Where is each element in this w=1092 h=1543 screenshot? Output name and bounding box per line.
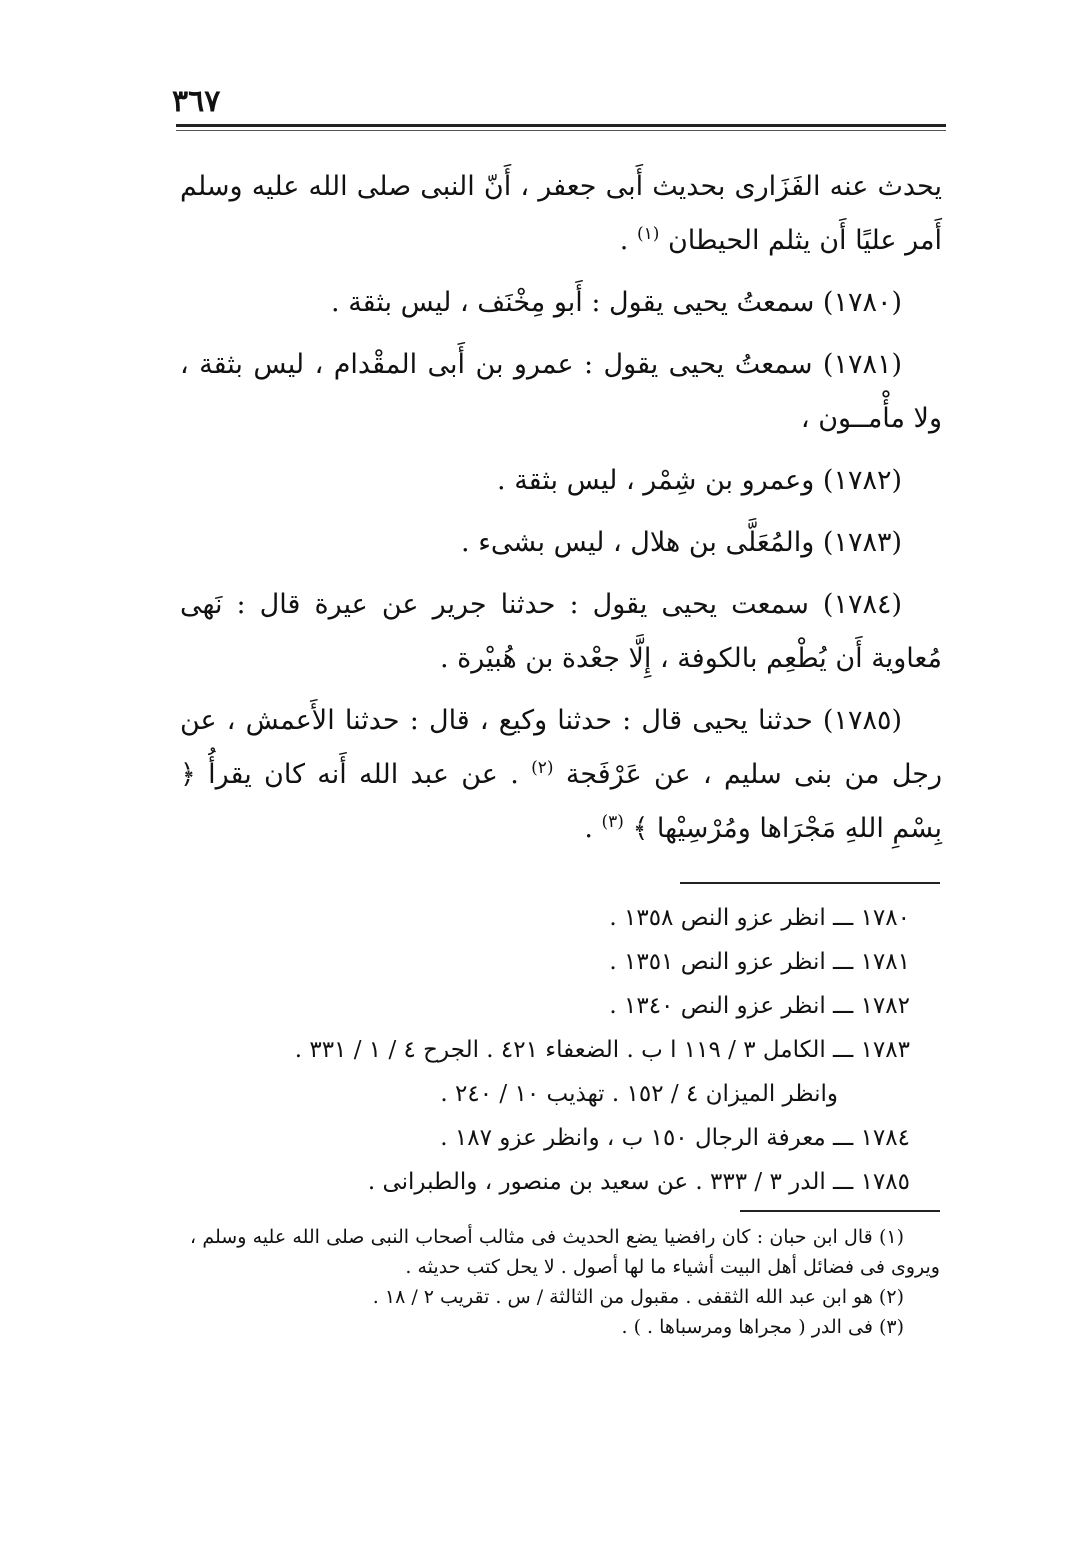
entry-1784: (١٧٨٤) سمعت يحيى يقول : حدثنا جرير عن عيرة قال : نَهى مُعاوية أَن يُطْعِم بالكوفة ، إِلَّا جعْدة بن هُبيْرة . bbox=[180, 589, 942, 674]
reference-1783-continued: وانظر الميزان ٤ / ١٥٢ . تهذيب ١٠ / ٢٤٠ . bbox=[440, 1081, 838, 1107]
entry-1780: (١٧٨٠) سمعتُ يحيى يقول : أَبو مِخْنَف ، ليس بثقة . bbox=[331, 287, 902, 318]
footnote-3: (٣) فى الدر ( مجراها ومرسباها . ) . bbox=[621, 1316, 904, 1338]
footnote-ref-2: (٢) bbox=[531, 758, 554, 778]
footnotes-block bbox=[190, 1222, 940, 1342]
references-rule bbox=[680, 882, 940, 884]
main-text bbox=[180, 160, 942, 864]
footnotes-rule bbox=[740, 1210, 940, 1212]
reference-1785: ١٧٨٥ ـــ الدر ٣ / ٣٣٣ . عن سعيد بن منصور ، والطبرانى . bbox=[367, 1169, 910, 1195]
footnote-ref-3: (٣) bbox=[601, 812, 624, 832]
entry-1783: (١٧٨٣) والمُعَلَّى بن هلال ، ليس بشىء . bbox=[461, 527, 902, 558]
footnote-ref-1: (١) bbox=[636, 224, 660, 244]
references-block bbox=[190, 896, 910, 1204]
entry-1785-text-a: (١٧٨٥) حدثنا يحيى قال : حدثنا وكيع ، قال : حدثنا الأَعمش ، عن رجل من بنى سليم ، عن عَرْفَجة bbox=[180, 705, 942, 790]
reference-1781: ١٧٨١ ـــ انظر عزو النص ١٣٥١ . bbox=[609, 949, 910, 975]
header-rule-thin bbox=[176, 130, 946, 131]
reference-1784: ١٧٨٤ ـــ معرفة الرجال ١٥٠ ب ، وانظر عزو ١٨٧ . bbox=[440, 1125, 910, 1151]
entry-1782: (١٧٨٢) وعمرو بن شِمْر ، ليس بثقة . bbox=[497, 465, 902, 496]
reference-1782: ١٧٨٢ ـــ انظر عزو النص ١٣٤٠ . bbox=[609, 993, 910, 1019]
paragraph-intro bbox=[180, 160, 942, 268]
entry-1781: (١٧٨١) سمعتُ يحيى يقول : عمرو بن أَبى المقْدام ، ليس بثقة ، ولا مأْمــون ، bbox=[180, 349, 942, 434]
page-number: ٣٦٧ bbox=[172, 84, 221, 119]
entry-1785-end: . bbox=[584, 813, 602, 844]
entry-1785-text-b: . عن عبد الله أَنه كان يقرأُ ﴿ بِسْمِ اللهِ مَجْرَاها ومُرْسِيْها ﴾ bbox=[180, 759, 942, 844]
footnote-2: (٢) هو ابن عبد الله الثقفى . مقبول من الثالثة / س . تقريب ٢ / ١٨ . bbox=[372, 1286, 904, 1308]
header-rule bbox=[176, 124, 946, 127]
reference-1783: ١٧٨٣ ـــ الكامل ٣ / ١١٩ ا ب . الضعفاء ٤٢١ . الجرح ٤ / ١ / ٣٣١ . bbox=[294, 1037, 910, 1063]
paragraph-intro-text: يحدث عنه الفَزَارى بحديث أَبى جعفر ، أَنّ النبى صلى الله عليه وسلم أَمر عليًا أَن يثلم الحيطان bbox=[180, 171, 942, 256]
paragraph-intro-end: . bbox=[619, 225, 637, 256]
reference-1780: ١٧٨٠ ـــ انظر عزو النص ١٣٥٨ . bbox=[609, 905, 910, 931]
entry-1785 bbox=[180, 694, 942, 856]
footnote-1: (١) قال ابن حبان : كان رافضيا يضع الحديث فى مثالب أصحاب النبى صلى الله عليه وسلم ، ويروى فى فضائل أهل البيت أشياء ما لها أصول . لا يحل كتب حديثه . bbox=[190, 1226, 940, 1278]
